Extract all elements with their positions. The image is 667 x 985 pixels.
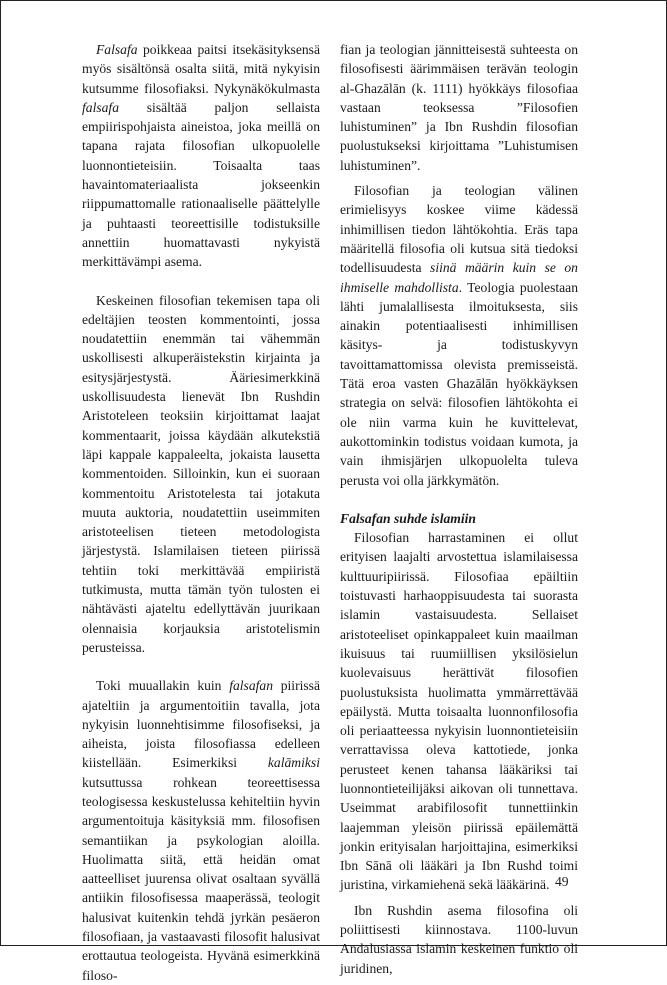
paragraph: fian ja teologian jännitteisestä suhteesta on filosofisesti äärimmäisen terävän teologin al-Ghazālān (k. 1111) hyökkäys filosofiaa vastaan teoksessa ”Filosofien luhistuminen” ja Ibn Rushdin filosofian puolustukseksi kirjoittama ”Luhistumisen luhistuminen”. xyxy=(340,42,578,173)
page-number: 49 xyxy=(555,874,569,889)
paragraph: Ibn Rushdin asema filosofina oli poliittisesti kiinnostava. 1100-luvun Andalusiassa islamin keskeinen funktio oli juridinen, xyxy=(340,902,578,976)
emphasis: falsafan xyxy=(229,678,274,694)
emphasis: Falsafa xyxy=(96,42,138,57)
right-column xyxy=(340,40,578,978)
paragraph: Filosofian harrastaminen ei ollut erityisen laajalti arvostettua islamilaisessa kulttuuripiirissä. Filosofiaa epäiltiin toistuvasti harhaoppisuudesta tai suorasta islamin vastaisuudesta. Sellaiset aristoteeliset opinkappaleet kuin maailman ikuisuus tai ruumiillisen yksilösielun kuolevaisuus herättivät filosofien puolustuksista huolimatta ymmärrettävää epäilystä. Mutta toisaalta luonnonfilosofia oli periaatteessa nykyisin luonnontieteisiin verrattavissa oleva kattotiede, jonka perusteet kenen tahansa lääkäriksi tai luonnontieteilijäksi aikovan oli tunnettava. Useimmat arabifilosofit tunnettiinkin laajemman yleisön piirissä epäilemättä jonkin erityisalan harjoittajina, esimerkiksi Ibn Sānā oli lääkäri ja Ibn Rushd toimi juristina, virkamiehenä sekä lääkärinä. xyxy=(340,530,578,893)
emphasis: falsafa xyxy=(82,99,120,115)
paragraph xyxy=(340,181,578,490)
paragraph: Falsafa poikkeaa paitsi itsekäsityksensä myös sisältönsä osalta siitä, mitä nykyisin kutsumme filosofiaksi. Nykynäkökulmasta falsafa sisältää paljon sellaista empiirispohjaista aineistoa, joka meillä on tapana rajata filosofian ulkopuolelle luonnontieteisiin. Toisaalta taas havaintomateriaalista jokseenkin riippumattomalle rationaaliselle päättelylle ja puhtaasti teoreettisille todistuksille annettiin huomattavasti nykyistä merkittävämpi asema. xyxy=(82,42,320,270)
text-run: kutsuttussa rohkean teoreettisessa teologisessa keskustelussa kehiteltiin hyvin argumentoituja käsityksiä mm. filosofisen semantiikan ja psykologian aloilla. Huolimatta siitä, että heidän omat aatteelliset juurensa olivat osaltaan syvällä antiikin filosofisessa maaperässä, teologit halusivat kuitenkin tehdä jyrkän pesäeron filosofiaan, ja vastaavasti filosofit halusivat erottautua teologeista. Hyvänä esimerkkinä filoso- xyxy=(82,774,320,983)
section-heading: Falsafan suhde islamiin xyxy=(340,510,476,526)
text-run: piirissä ajateltiin ja argumentoitiin tavalla, jota nykyisin luonnehtisimme filosofiseksi, ja aiheista, joista filosofiassa edelleen kiistellään. Esimerkiksi xyxy=(82,678,320,771)
emphasis: siinä määrin kuin se on ihmiselle mahdollista xyxy=(340,260,578,295)
left-column xyxy=(82,40,320,985)
text-run: . Teologia puolestaan lähti jumalallisesta ilmoituksesta, siis ainakin potentiaalisesti inhimillisen käsitys- ja todistuskyvyn tavoittamattomissa olevista premisseistä. Tätä eroa vasten Ghazālān hyökkäyksen strategia on selvä: filosofien lähtökohta ei ole niin varma kuin he kuvittelevat, aukottominkin todistus voidaan kumota, ja vain ihmisjärjen ulkopuolelta tuleva perusta voi olla järkkymätön. xyxy=(340,279,578,488)
text-run: Toki muuallakin kuin xyxy=(96,678,230,694)
paragraph: Keskeinen filosofian tekemisen tapa oli edeltäjien teosten kommentointi, jossa noudatettiin enemmän tai vähemmän uskollisesti alkuperäistekstin kirjainta ja esitysjärjestystä. Ääriesimerkkinä uskollisuudesta lienevät Ibn Rushdin Aristoteleen teoksiin kirjoittamat laajat kommentaarit, joissa käydään alkutekstiä läpi kappale kappaleelta, jokaista lausetta kommentoiden. Silloinkin, kun ei suoraan kommentoitu Aristotelesta tai jotakuta muuta auktoria, noudatettiin useimmiten aristoteelisen tieteen metodologista järjestystä. Islamilaisen tieteen piirissä tehtiin toki merkittävää empiiristä tutkimusta, mutta tämän työn tulosten ei nähtävästi ajateltu edellyttävän juurikaan olennaisia korjauksia aristotelismin perusteissa. xyxy=(82,292,320,655)
text-run: Filosofian ja teologian välinen erimielisyys koskee viime kädessä inhimillisen tiedon lähtökohtia. Eräs tapa määritellä filosofia oli kutsua sitä tiedoksi todellisuudesta xyxy=(340,183,578,276)
paragraph xyxy=(82,676,320,985)
emphasis: kalāmiksi xyxy=(267,755,320,771)
